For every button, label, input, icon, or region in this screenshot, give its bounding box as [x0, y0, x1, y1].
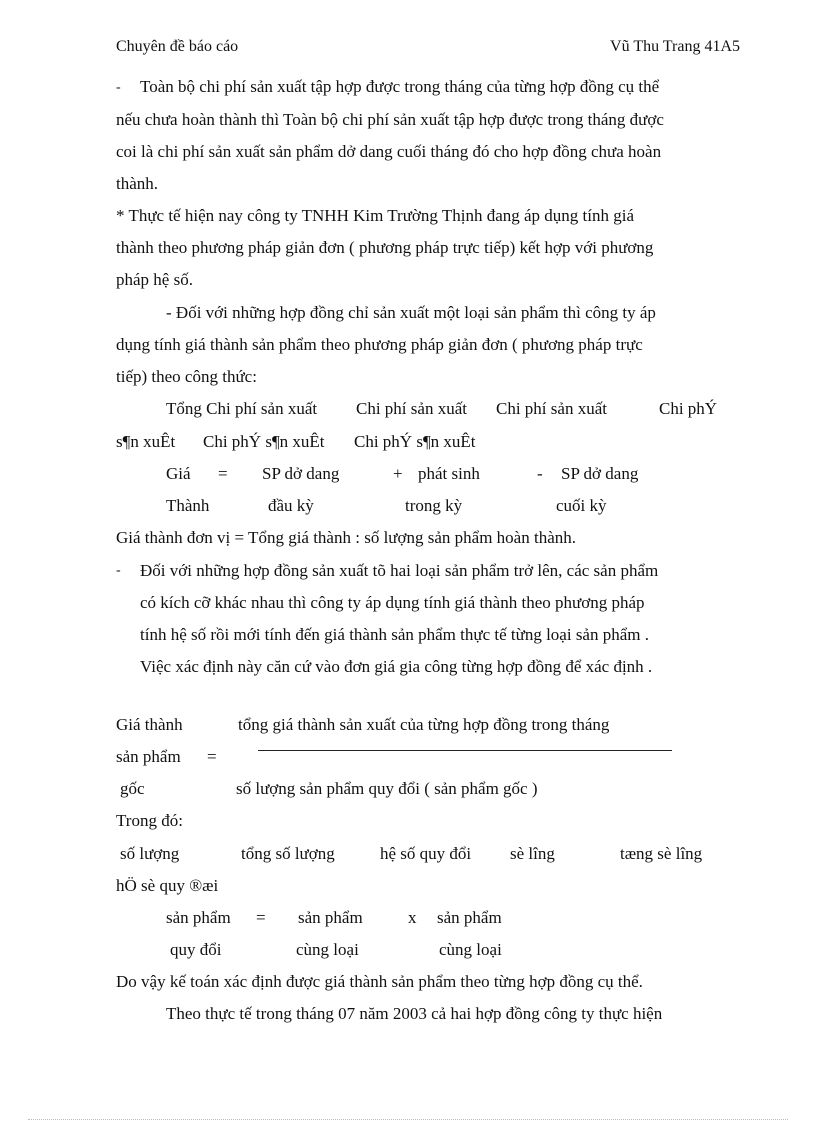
paragraph-line: Do vậy kế toán xác định được giá thành sản phẩm theo từng hợp đồng cụ thể.: [116, 972, 643, 991]
formula-text: s¶n xuÊt: [116, 432, 176, 451]
formula-text: gốc: [120, 779, 145, 798]
paragraph-line: nếu chưa hoàn thành thì Toàn bộ chi phí sản xuất tập hợp được trong tháng được: [116, 110, 664, 129]
formula-text: phát sinh: [418, 464, 480, 483]
paragraph-line: thành theo phương pháp giản đơn ( phương pháp trực tiếp) kết hợp với phương: [116, 238, 654, 257]
formula-text: Chi phÝ: [659, 399, 718, 418]
formula-text: SP dở dang: [561, 464, 639, 483]
paragraph-line: pháp hệ số.: [116, 270, 193, 289]
paragraph-line: tính hệ số rồi mới tính đến giá thành sản phẩm thực tế từng loại sản phẩm .: [140, 625, 649, 644]
paragraph-line: dụng tính giá thành sản phẩm theo phương pháp giản đơn ( phương pháp trực: [116, 335, 643, 354]
header-right: Vũ Thu Trang 41A5: [610, 38, 740, 55]
formula-text: Chi phÝ s¶n xuÊt: [354, 432, 476, 451]
formula-text: =: [218, 464, 228, 483]
formula-text: Giá thành: [116, 715, 183, 734]
paragraph-line: Theo thực tế trong tháng 07 năm 2003 cả hai hợp đồng công ty thực hiện: [166, 1004, 663, 1023]
formula-text: sản phẩm: [298, 908, 363, 927]
bullet-dash: -: [116, 563, 121, 578]
formula-text: tổng giá thành sản xuất của từng hợp đồng trong tháng: [238, 715, 610, 734]
paragraph-line: Trong đó:: [116, 811, 183, 830]
formula-text: tæng sè lîng: [620, 844, 703, 863]
header-left: Chuyên đề báo cáo: [116, 38, 239, 55]
paragraph-line: Toàn bộ chi phí sản xuất tập hợp được trong tháng của từng hợp đồng cụ thể: [140, 77, 660, 96]
paragraph-line: có kích cỡ khác nhau thì công ty áp dụng tính giá thành theo phương pháp: [140, 593, 645, 612]
paragraph-line: coi là chi phí sản xuất sản phẩm dở dang cuối tháng đó cho hợp đồng chưa hoàn: [116, 142, 662, 161]
formula-text: Chi phí sản xuất: [496, 399, 607, 418]
formula-text: sản phẩm: [116, 747, 181, 766]
formula-text: sản phẩm: [166, 908, 231, 927]
paragraph-line: Đối với những hợp đồng sản xuất tõ hai loại sản phẩm trở lên, các sản phẩm: [140, 561, 659, 580]
formula-text: Chi phí sản xuất: [356, 399, 467, 418]
formula-text: quy đổi: [170, 940, 222, 959]
paragraph-line: Giá thành đơn vị = Tổng giá thành : số lượng sản phẩm hoàn thành.: [116, 528, 576, 547]
formula-text: hÖ sè quy ®æi: [116, 876, 219, 895]
formula-text: sè lîng: [510, 844, 555, 863]
formula-text: x: [408, 908, 417, 927]
page-bottom-border: [28, 1119, 788, 1120]
formula-text: cùng loại: [296, 940, 359, 959]
formula-text: SP dở dang: [262, 464, 340, 483]
formula-text: tổng số lượng: [241, 844, 335, 863]
formula-text: hệ số quy đổi: [380, 844, 472, 863]
formula-text: Thành: [166, 496, 210, 515]
formula-text: số lượng sản phẩm quy đổi ( sản phẩm gốc ): [236, 779, 538, 798]
paragraph-line: * Thực tế hiện nay công ty TNHH Kim Trường Thịnh đang áp dụng tính giá: [116, 206, 635, 225]
formula-text: Tổng Chi phí sản xuất: [166, 399, 318, 418]
formula-text: đầu kỳ: [268, 496, 314, 515]
formula-text: Chi phÝ s¶n xuÊt: [203, 432, 325, 451]
fraction-bar: [258, 750, 672, 751]
formula-text: =: [207, 747, 217, 766]
paragraph-line: tiếp) theo công thức:: [116, 367, 257, 386]
formula-text: trong kỳ: [405, 496, 463, 515]
formula-text: sản phẩm: [437, 908, 502, 927]
formula-text: số lượng: [120, 844, 180, 863]
formula-text: =: [256, 908, 266, 927]
formula-text: cuối kỳ: [556, 496, 607, 515]
paragraph-line: - Đối với những hợp đồng chỉ sản xuất một loại sản phẩm thì công ty áp: [166, 303, 656, 322]
paragraph-line: thành.: [116, 174, 159, 193]
formula-text: +: [393, 464, 403, 483]
paragraph-line: Việc xác định này căn cứ vào đơn giá gia công từng hợp đồng để xác định .: [140, 657, 653, 676]
bullet-dash: -: [116, 80, 121, 95]
formula-text: -: [537, 464, 543, 483]
formula-text: Giá: [166, 464, 191, 483]
formula-text: cùng loại: [439, 940, 502, 959]
